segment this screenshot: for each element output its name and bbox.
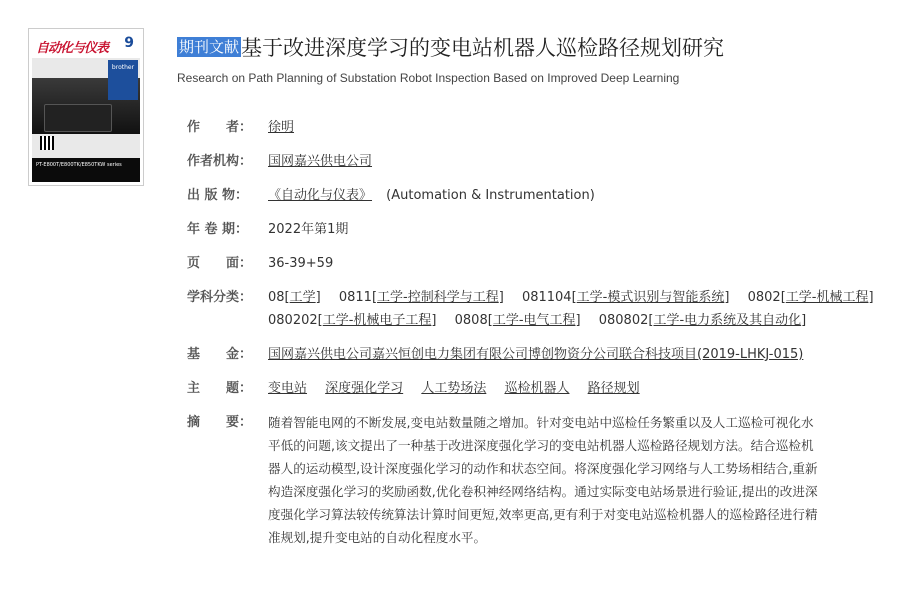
publication-link[interactable]: 《自动化与仪表》 [268,188,373,203]
cover-model-text: PT-E800T/E800TK/E850TKW series [36,162,122,168]
field-value [268,377,878,400]
subject-item: 08[工学] [268,290,321,305]
english-title: Research on Path Planning of Substation Robot Inspection Based on Improved Deep Learning [177,71,680,85]
subject-item: 0802[工学-机械工程] [747,290,874,305]
field-value [268,116,878,139]
field-label: 出 版 物： [187,188,249,203]
field-value [268,150,878,173]
org-link[interactable]: 国网嘉兴供电公司 [268,154,373,169]
cover-image [32,32,140,182]
subject-link[interactable]: 工学-电力系统及其自动化 [653,313,802,328]
cover-logo: 自动化与仪表 [36,41,109,56]
cover-brand-text: brother [111,64,135,71]
subject-item: 080802[工学-电力系统及其自动化] [598,313,807,328]
subject-link[interactable]: 工学-模式识别与智能系统 [576,290,725,305]
subject-link[interactable]: 工学-机械电子工程 [322,313,432,328]
abstract-text [268,411,888,549]
keyword-link[interactable]: 变电站 [268,381,308,396]
keyword-link[interactable]: 人工势场法 [421,381,487,396]
keyword-link[interactable]: 巡检机器人 [504,381,570,396]
abstract-line: 器人的运动模型,设计深度强化学习的动作和状态空间。将深度强化学习网络与人工势场相结合,重新 [268,461,818,476]
cover-issue-number: 9 [124,35,134,51]
field-label: 年 卷 期： [187,222,249,237]
abstract-line: 平低的问题,该文提出了一种基于改进深度强化学习的变电站机器人巡检路径规划方法。结合巡检机 [268,438,814,453]
field-value [268,343,878,366]
page-title: 基于改进深度学习的变电站机器人巡检路径规划研究 [241,36,725,60]
subject-item: 081104[工学-模式识别与智能系统] [521,290,730,305]
qr-code-icon [40,136,54,150]
subject-link[interactable]: 工学-控制科学与工程 [377,290,499,305]
subject-item: 0808[工学-电气工程] [454,313,581,328]
field-label: 基 金： [187,347,253,362]
title-row [177,32,897,62]
subject-link[interactable]: 工学-机械工程 [785,290,869,305]
journal-cover[interactable] [28,28,144,186]
subject-link[interactable]: 工学-电气工程 [492,313,576,328]
field-label: 作者机构： [187,154,253,169]
field-value: 36-39+59 [268,256,334,271]
subject-item: 080202[工学-机械电子工程] [268,313,437,328]
doc-type-badge: 期刊文献 [179,38,240,56]
abstract-line: 度强化学习算法较传统算法计算时间更短,效率更高,更有利于对变电站巡检机器人的巡检路径进行精 [268,507,818,522]
keyword-link[interactable]: 深度强化学习 [325,381,404,396]
field-label: 主 题： [187,381,253,396]
publication-english: (Automation & Instrumentation) [386,188,595,203]
field-label: 摘 要： [187,415,253,430]
field-value [268,184,878,207]
field-label: 学科分类： [187,290,253,305]
fund-link[interactable]: 国网嘉兴供电公司嘉兴恒创电力集团有限公司博创物资分公司联合科技项目(2019-LHKJ-015) [268,347,804,362]
field-label: 页 面： [187,256,253,271]
abstract-line: 准规划,提升变电站的自动化程度水平。 [268,530,487,545]
subject-link[interactable]: 工学 [289,290,316,305]
author-link[interactable]: 徐明 [268,120,295,135]
abstract-line: 构造深度强化学习的奖励函数,优化卷积神经网络结构。通过实际变电站场景进行验证,提出的改进深 [268,484,818,499]
abstract-line: 随着智能电网的不断发展,变电站数量随之增加。针对变电站中巡检任务繁重以及人工巡检可视化水 [268,415,814,430]
cover-device-image [44,104,112,132]
subject-item: 0811[工学-控制科学与工程] [338,290,504,305]
field-label: 作 者： [187,120,253,135]
field-value: 2022年第1期 [268,222,349,237]
keyword-link[interactable]: 路径规划 [587,381,640,396]
cover-brand-block [108,60,138,100]
field-value [268,286,876,332]
